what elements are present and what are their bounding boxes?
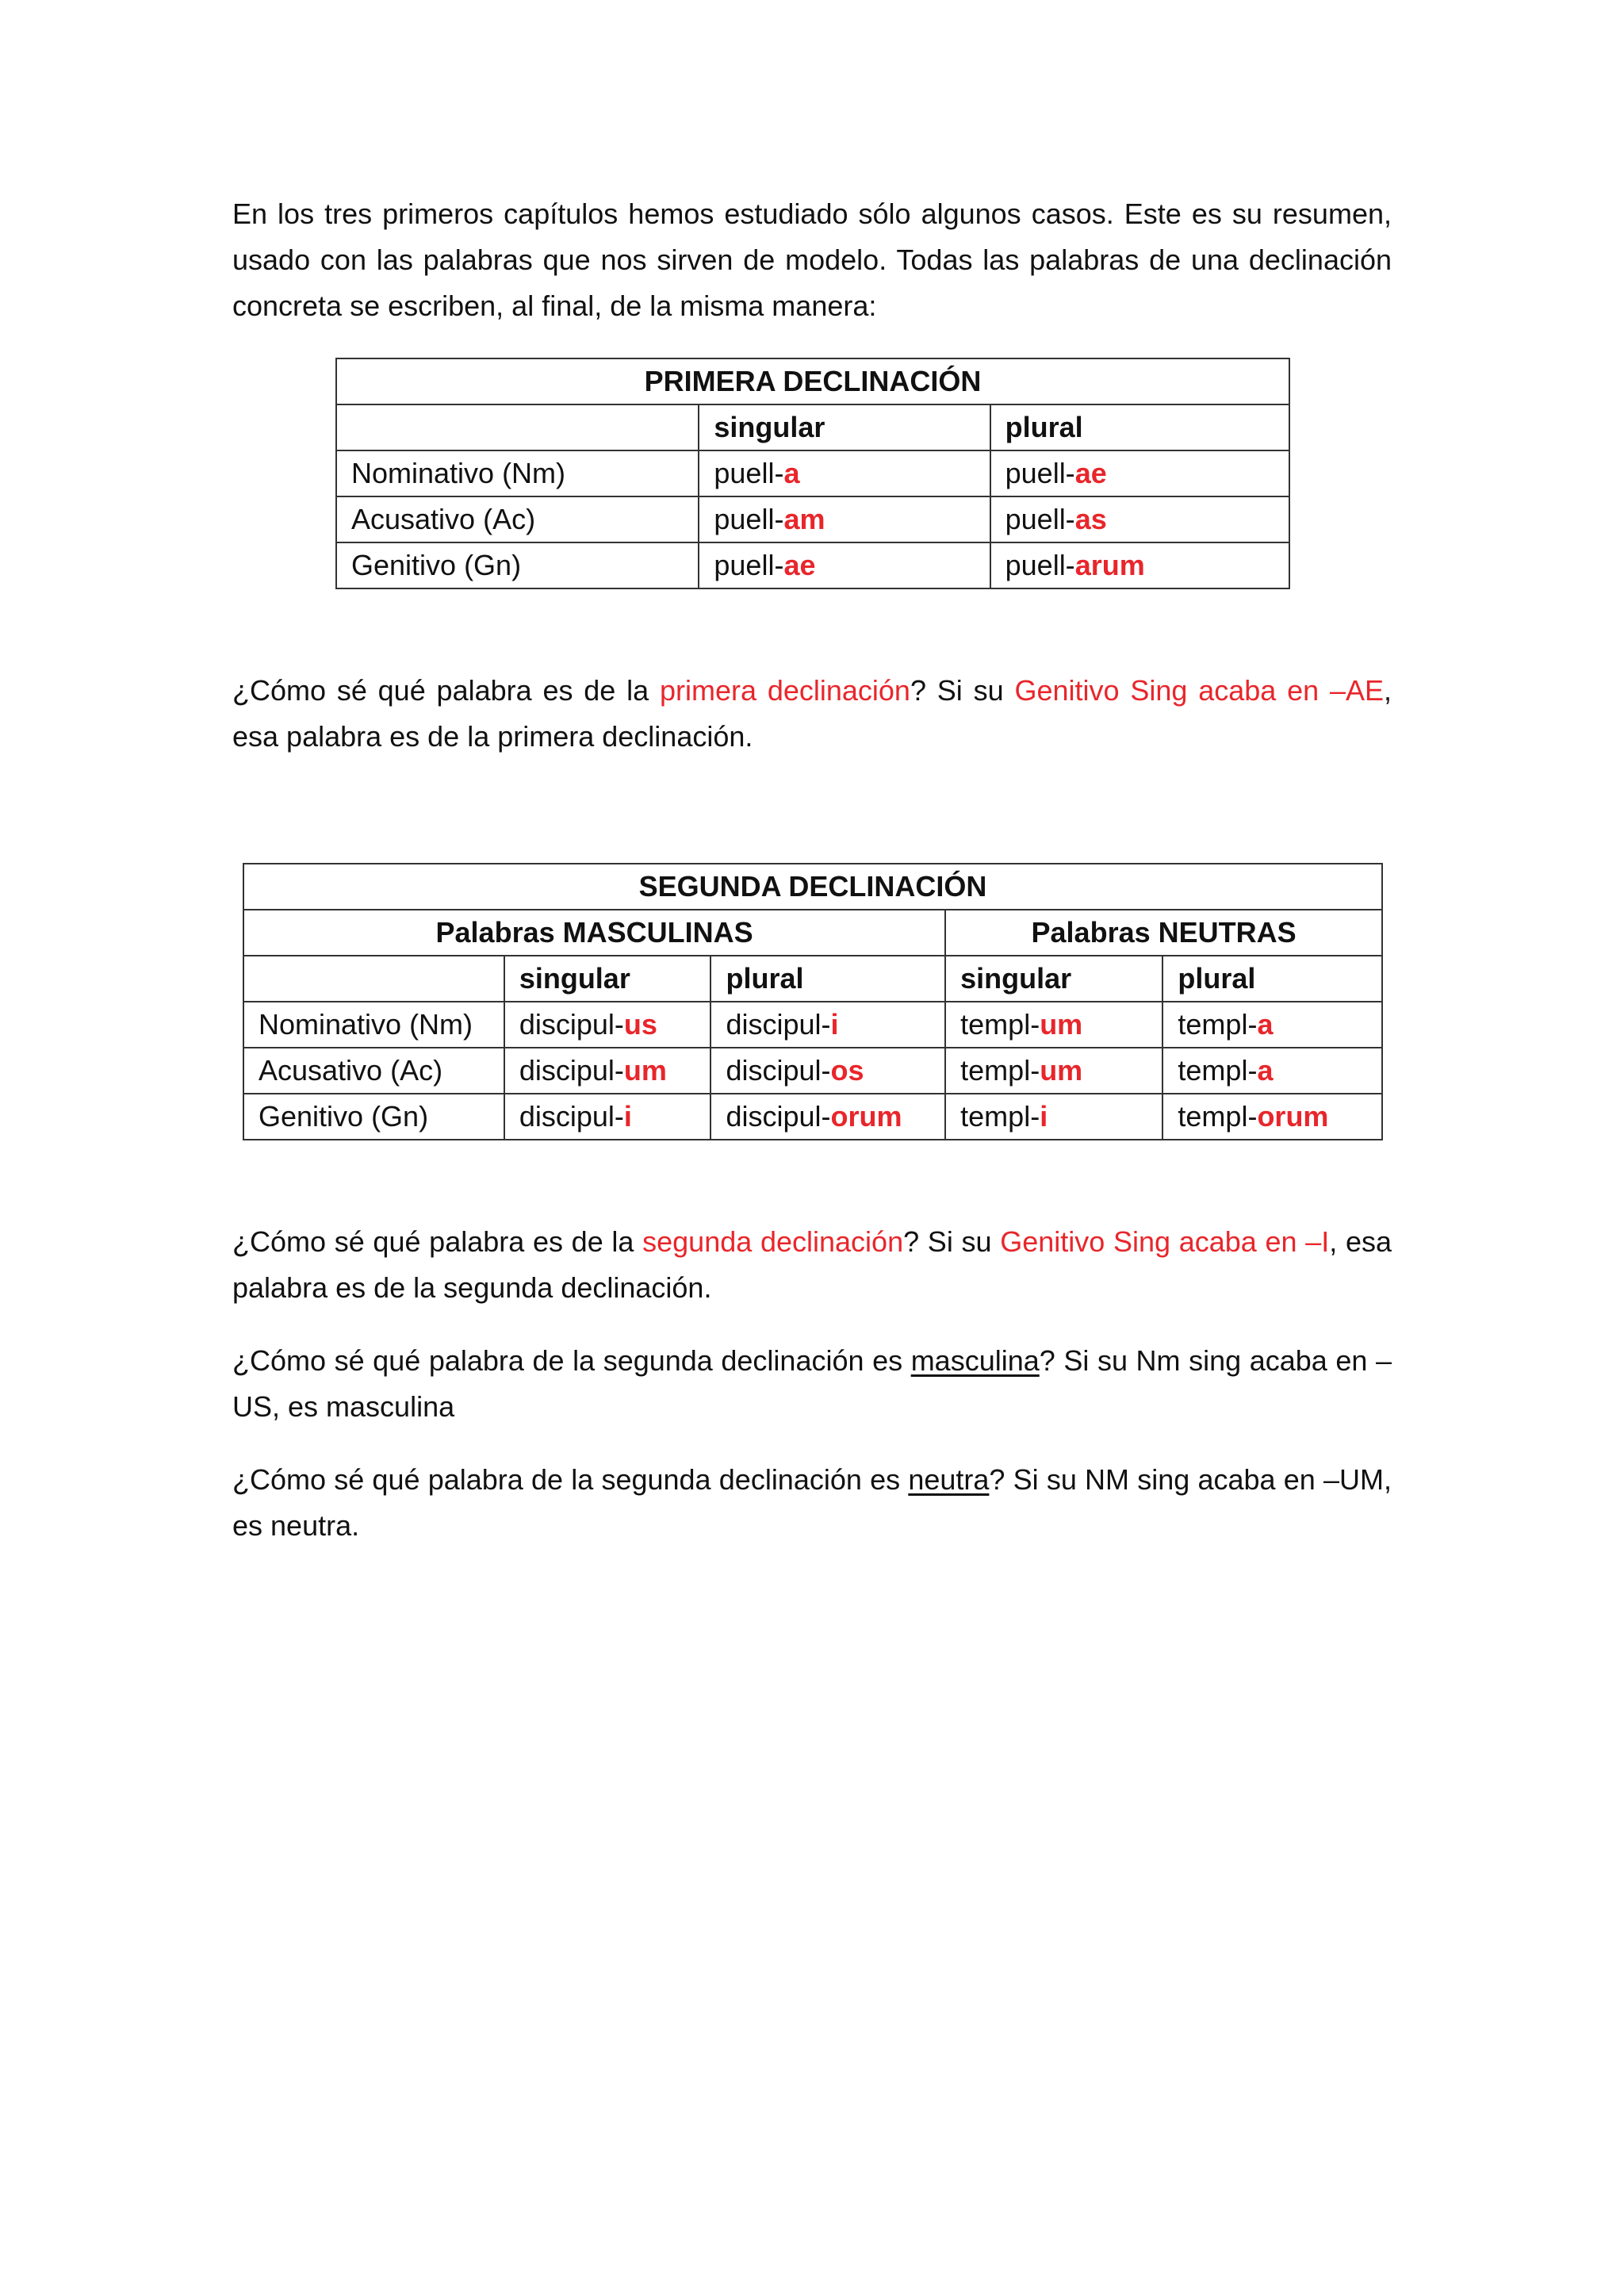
stem: discipul- [726,1054,831,1087]
q3-underlined: masculina [910,1344,1040,1377]
ending: a [1257,1008,1274,1041]
form-cell [504,1094,711,1140]
ending: us [623,1008,657,1041]
q3-text-2: ? Si su Nm sing acaba en –US, es masculina [232,1344,1392,1423]
case-label: Acusativo (Ac) [243,1048,504,1094]
stem: puell- [1005,549,1075,581]
q4-text-1: ¿Cómo sé qué palabra de la segunda declinación es [232,1463,909,1496]
form-cell [945,1002,1162,1048]
form-cell [699,542,990,588]
form-cell [945,1048,1162,1094]
table2-title: SEGUNDA DECLINACIÓN [243,864,1382,910]
stem: templ- [1178,1008,1258,1041]
stem: puell- [1005,503,1075,535]
case-label: Genitivo (Gn) [336,542,699,588]
stem: templ- [1178,1054,1258,1087]
stem: puell- [1005,457,1075,489]
table1-title: PRIMERA DECLINACIÓN [336,358,1289,404]
case-label: Acusativo (Ac) [336,496,699,542]
question-segunda [232,1219,1392,1311]
ending: ae [1074,457,1107,489]
stem: puell- [714,503,784,535]
ending: i [623,1100,632,1133]
table2-group-masculinas: Palabras MASCULINAS [243,910,945,956]
ending: arum [1074,549,1145,581]
table-row [336,542,1289,588]
stem: puell- [714,457,784,489]
table-row [336,450,1289,496]
stem: templ- [960,1054,1040,1087]
stem: discipul- [519,1054,624,1087]
stem: templ- [1178,1100,1258,1133]
case-label: Genitivo (Gn) [243,1094,504,1140]
q1-text-3: , esa palabra es de la primera declinación. [232,674,1392,753]
stem: discipul- [726,1008,831,1041]
q1-highlight-2: Genitivo Sing acaba en –AE [1014,674,1384,707]
ending: ae [783,549,816,581]
form-cell [990,542,1289,588]
q2-highlight-1: segunda declinación [642,1225,904,1258]
form-cell [504,1048,711,1094]
form-cell [710,1048,945,1094]
ending: i [1040,1100,1048,1133]
q1-text-2: ? Si su [910,674,1015,707]
stem: templ- [960,1008,1040,1041]
q2-text-1: ¿Cómo sé qué palabra es de la [232,1225,643,1258]
form-cell [699,450,990,496]
ending: as [1074,503,1107,535]
form-cell [504,1002,711,1048]
q2-highlight-2: Genitivo Sing acaba en –I [1000,1225,1330,1258]
intro-paragraph: En los tres primeros capítulos hemos estudiado sólo algunos casos. Este es su resumen, usado con las palabras que nos sirven de modelo. Todas las palabras de una declinación concreta se escriben, al final, de la misma manera: [232,197,1392,322]
stem: templ- [960,1100,1040,1133]
q1-text-1: ¿Cómo sé qué palabra es de la [232,674,660,707]
stem: discipul- [519,1100,624,1133]
ending: am [783,503,825,535]
stem: discipul- [519,1008,624,1041]
table1-header-empty [336,404,699,450]
table2-header-masc-plural: plural [710,956,945,1002]
question-primera [232,668,1392,760]
form-cell [1162,1094,1382,1140]
ending: i [830,1008,839,1041]
ending: a [1257,1054,1274,1087]
ending: orum [830,1100,902,1133]
form-cell [1162,1002,1382,1048]
q4-text-2: ? Si su NM sing acaba en –UM, es neutra. [232,1463,1392,1542]
ending: um [623,1054,667,1087]
table2-header-neut-plural: plural [1162,956,1382,1002]
question-masculina [232,1338,1392,1430]
form-cell [1162,1048,1382,1094]
ending: orum [1257,1100,1329,1133]
case-label: Nominativo (Nm) [336,450,699,496]
table-row [243,1002,1382,1048]
q1-highlight-1: primera declinación [659,674,910,707]
table-segunda-declinacion [243,863,1383,1140]
form-cell [990,450,1289,496]
question-neutra [232,1457,1392,1549]
ending: a [783,457,800,489]
table-row [243,1094,1382,1140]
table-primera-declinacion [335,358,1290,589]
form-cell [710,1002,945,1048]
table2-header-masc-singular: singular [504,956,711,1002]
table-row [243,1048,1382,1094]
q3-text-1: ¿Cómo sé qué palabra de la segunda declinación es [232,1344,911,1377]
ending: os [830,1054,864,1087]
ending: um [1040,1008,1083,1041]
ending: um [1040,1054,1083,1087]
q2-text-2: ? Si su [903,1225,1001,1258]
form-cell [710,1094,945,1140]
case-label: Nominativo (Nm) [243,1002,504,1048]
form-cell [699,496,990,542]
table2-header-neut-singular: singular [945,956,1162,1002]
q4-underlined: neutra [908,1463,990,1496]
table2-header-empty [243,956,504,1002]
table2-group-neutras: Palabras NEUTRAS [945,910,1382,956]
q2-text-3: , esa palabra es de la segunda declinación. [232,1225,1392,1304]
form-cell [990,496,1289,542]
table1-header-singular: singular [699,404,990,450]
stem: puell- [714,549,784,581]
table-row [336,496,1289,542]
form-cell [945,1094,1162,1140]
stem: discipul- [726,1100,831,1133]
table1-header-plural: plural [990,404,1289,450]
